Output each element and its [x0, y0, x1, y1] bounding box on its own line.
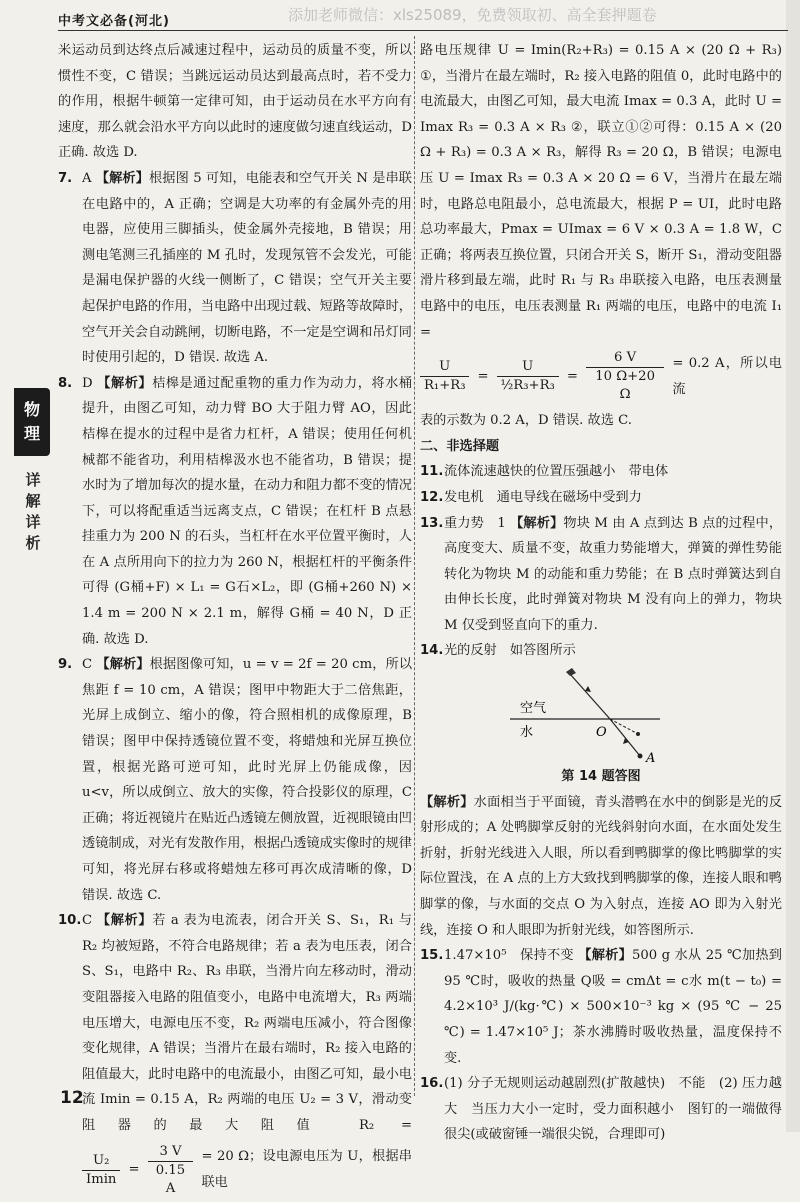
q-number: 9. [58, 657, 73, 673]
answer-8 [58, 371, 412, 653]
book-title: 中考文必备(河北) [58, 14, 170, 29]
q-analysis: 物块 M 由 A 点到达 B 点的过程中，高度变大、质量不变，故重力势能增大，弹簧的弹性势能转化为物块 M 的动能和重力势能；在 B 点时弹簧达到自由伸长长度，此时弹簧对物块 M 没有向上的弹力，物块 M 仅受到竖直向下的重力. [444, 515, 783, 633]
formula-i1: $\frac{U}{\text{R₁+R₃}}$ = $\frac{U}{\text{½R₃+R₃}}$ = $\frac{6 V}{10 \Omega+20 \Omega}$ = 0.2 A，所以电流 [420, 349, 782, 404]
q-text: 发电机 通电导线在磁场中受到力 [444, 489, 642, 505]
answer-10 [58, 908, 412, 1201]
answer-13 [420, 511, 782, 639]
analysis-tag: 【解析】 [510, 515, 564, 531]
image-dashed-line [610, 719, 638, 734]
formula-tail: = 20 Ω；设电源电压为 U，根据串联电 [201, 1149, 412, 1191]
q-number: 11. [420, 464, 444, 480]
answer-15 [420, 943, 782, 1071]
label-water: 水 [520, 725, 534, 741]
subject-tab [14, 388, 50, 456]
fraction: $\frac{U}{\text{½R₃+R₃}}$ [497, 358, 559, 395]
q-number: 15. [420, 948, 444, 964]
q-text: 重力势 1 [444, 515, 506, 531]
q-text: 若 a 表为电流表，闭合开关 S、S₁，R₁ 与 R₂ 均被短路，不符合电路规律；若 a 表为电压表，闭合 S、S₁，电路中 R₂、R₃ 串联，当滑片向左移动时，滑动变阻器接入电路的阻值变小，电路中电流增大，R₃ 两端电压增大，电源电压不变，R₂ 两端电压减小，符合图像变化规律，A 错误；当滑片在最右端时，R₂ 接入电路的阻值最大，此时电路中的电流最小，由图乙可知，最小电流 Imin = 0.15 A，R₂ 两端的电压 U₂ = 3 V，滑动变阻器的最大阻值 R₂ = [82, 913, 413, 1133]
fraction: $\frac{6 V}{10 \Omega+20 \Omega}$ [586, 349, 664, 404]
analysis-tag: 【解析】 [420, 794, 474, 810]
answer-9 [58, 652, 412, 908]
continued-paragraph: 路电压规律 U = Imin(R₂+R₃) = 0.15 A × (20 Ω + R₃) ①，当滑片在最左端时，R₂ 接入电路的阻值 0，此时电路中的电流最大，由图乙可知，最大电流 Imax = 0.3 A，此时 U = Imax R₃ = 0.3 A × R₃ ②，联立①②可得：0.15 A × (20 Ω + R₃) = 0.3 A × R₃，解得 R₃ = 20 Ω，B 错误；电源电压 U = Imax R₃ = 0.3 A × 20 Ω = 6 V，当滑片在最左端时，电路总电阻最小，总电流最大，根据 P = UI，此时电路总功率最大，Pmax = UImax = 6 V × 0.3 A = 1.8 W，C 正确；将两表互换位置，只闭合开关 S，断开 S₁，滑动变阻器滑片移到最左端，此时 R₁ 与 R₃ 串联接入电路，电压表测量电路中的电压，电压表测量 R₁ 两端的电压，电路中的电流 I₁ = [420, 43, 782, 340]
q-text: (1) 分子无规则运动越剧烈(扩散越快) 不能 (2) 压力越大 当压力大小一定时，受力面积越小 图钉的一端做得很尖(或破窗锤一端很尖锐，合理即可) [444, 1076, 782, 1143]
q-number: 14. [420, 643, 444, 659]
q-number: 8. [58, 375, 73, 391]
header-rule [58, 30, 788, 31]
label-air: 空气 [520, 701, 547, 717]
fraction: U₂ Imin [82, 1152, 120, 1189]
q-analysis: 500 g 水从 25 ℃加热到 95 ℃时，吸收的热量 Q吸 = cmΔt = c水 m(t − t₀) = 4.2×10³ J/(kg·℃) × 500×10⁻³ kg × (95 ℃ − 25 ℃) = 1.47×10⁵ J；茶水沸腾时吸收热量，温度保持不变. [444, 948, 782, 1066]
section-heading: 二、非选择题 [420, 438, 500, 454]
analysis-tag: 【解析】 [97, 375, 153, 391]
q-analysis: 水面相当于平面镜，青头潜鸭在水中的倒影是光的反射形成的；A 处鸭脚掌反射的光线斜射向水面，在水面处发生折射，折射光线进入人眼，所以看到鸭脚掌的像比鸭脚掌的实际位置浅，在 A 点的上方大致找到鸭脚掌的像，连接人眼和鸭脚掌的像，与水面的交点 O 为入射点，连接 AO 即为入射光线，连接 O 和人眼即为折射光线，如答图所示. [420, 794, 783, 938]
label-o: O [596, 725, 607, 741]
analysis-tag: 【解析】 [96, 913, 153, 929]
subject-label: 物理 [23, 400, 40, 443]
answer-16 [420, 1071, 782, 1148]
label-a: A [646, 751, 656, 765]
figure-14 [420, 664, 782, 764]
analysis-tag: 【解析】 [95, 170, 150, 186]
fraction: $\frac{U}{\text{R₁+R₃}}$ [420, 358, 469, 395]
q-answer: C [82, 657, 93, 673]
analysis-tag: 【解析】 [96, 657, 150, 673]
q-text: 桔槔是通过配重物的重力作为动力，将水桶提升，由图乙可知，动力臂 BO 大于阻力臂 AO，因此桔槔在提水的过程中是省力杠杆，A 错误；使用任何机械都不能省功，利用桔槔汲水也不能省功，B 错误；提水时为了增加每次的提水量，在动力和阻力都不变的情况下，可以将配重适当远离支点，C 错误；在杠杆 B 点悬挂重力为 200 N 的石头，当杠杆在水平位置平衡时，人在 A 点所用向下的拉力为 260 N，根据杠杆的平衡条件可得 (G桶+F) × L₁ = G石×L₂，即 (G桶+260 N) × 1.4 m = 200 N × 2.1 m，解得 G桶 = 40 N，D 正确. 故选 D. [82, 375, 413, 647]
refraction-diagram [420, 664, 782, 764]
answer-7 [58, 166, 412, 371]
q-answer: D [82, 375, 93, 391]
q-text: 流体流速越快的位置压强越小 带电体 [444, 464, 669, 480]
q-number: 12. [420, 489, 444, 505]
left-column [58, 38, 412, 1202]
q14-analysis [420, 790, 782, 944]
image-point [636, 732, 640, 736]
answer-12 [420, 485, 782, 511]
eye-icon [566, 668, 576, 676]
answer-14 [420, 638, 782, 664]
fraction: $\frac{3 V}{0.15 A}$ [148, 1143, 194, 1198]
q-answer: C [82, 913, 93, 929]
watermark-text: 添加老师微信：xls25089，免费领取初、高全套押题卷 [288, 6, 657, 24]
q-text: 根据图像可知，u = v = 2f = 20 cm，所以焦距 f = 10 cm，A 错误；图甲中物距大于二倍焦距，光屏上成倒立、缩小的像，符合照相机的成像原理，B 错误；图甲中保持透镜位置不变，将蜡烛和光屏互换位置，根据光路可逆可知，此时光屏上仍能成像，因 u<v，所以成倒立、放大的实像，符合投影仪的原理，C 正确；将近视镜片在贴近凸透镜左侧放置，近视眼镜由凹透镜制成，对光有发散作用，根据凸透镜成实像时的规律可知，将光屏右移或将蜡烛左移可再次成清晰的像，D 错误. 故选 C. [82, 657, 413, 903]
answer-11 [420, 459, 782, 485]
page-header [58, 4, 788, 32]
section-label: 详解详析 [25, 471, 41, 552]
analysis-tag: 【解析】 [578, 948, 632, 964]
q-number: 7. [58, 170, 73, 186]
formula-tail: = 0.2 A，所以电流 [672, 356, 782, 397]
q-text: 光的反射 如答图所示 [444, 643, 576, 659]
ray-arrow [585, 686, 591, 692]
right-column [420, 38, 782, 1148]
q-answer: A [82, 170, 92, 186]
point-a [638, 754, 643, 759]
q-number: 16. [420, 1076, 444, 1092]
refracted-ray [570, 674, 610, 719]
column-divider [414, 36, 415, 1096]
page-edge-shadow [786, 0, 800, 1132]
figure-caption: 第 14 题答图 [561, 769, 641, 785]
q-number: 13. [420, 515, 444, 531]
q-text: 1.47×10⁵ 保持不变 [444, 948, 574, 964]
intro-paragraph: 米运动员到达终点后减速过程中，运动员的质量不变，所以惯性不变，C 错误；当跳远运动员达到最高点时，若不受力的作用，根据牛顿第一定律可知，由于运动员在水平方向有速度，那么就会沿水平方向以此时的速度做匀速直线运动，D 正确. 故选 D. [58, 43, 412, 161]
formula-r2: U₂ Imin = $\frac{3 V}{0.15 A}$ = 20 Ω；设电源电压为 U，根据串联电 [82, 1143, 412, 1198]
continued-paragraph-2: 表的示数为 0.2 A，D 错误. 故选 C. [420, 413, 632, 429]
q-number: 10. [58, 913, 82, 929]
q-text: 根据图 5 可知，电能表和空气开关 N 是串联在电路中的，A 正确；空调是大功率的有金属外壳的用电器，应使用三脚插头，使金属外壳接地，B 错误；用测电笔测三孔插座的 M 孔时，发现氖管不会发光，可能是漏电保护器的火线一侧断了，C 错误；空气开关主要起保护电路的作用，当电路中出现过载、短路等故障时，空气开关会自动跳闸，切断电路，不一定是空调和吊灯同时使用引起的，D 错误. 故选 A. [82, 170, 412, 366]
page-number: 12 [60, 1088, 84, 1108]
incident-ray [610, 719, 640, 756]
